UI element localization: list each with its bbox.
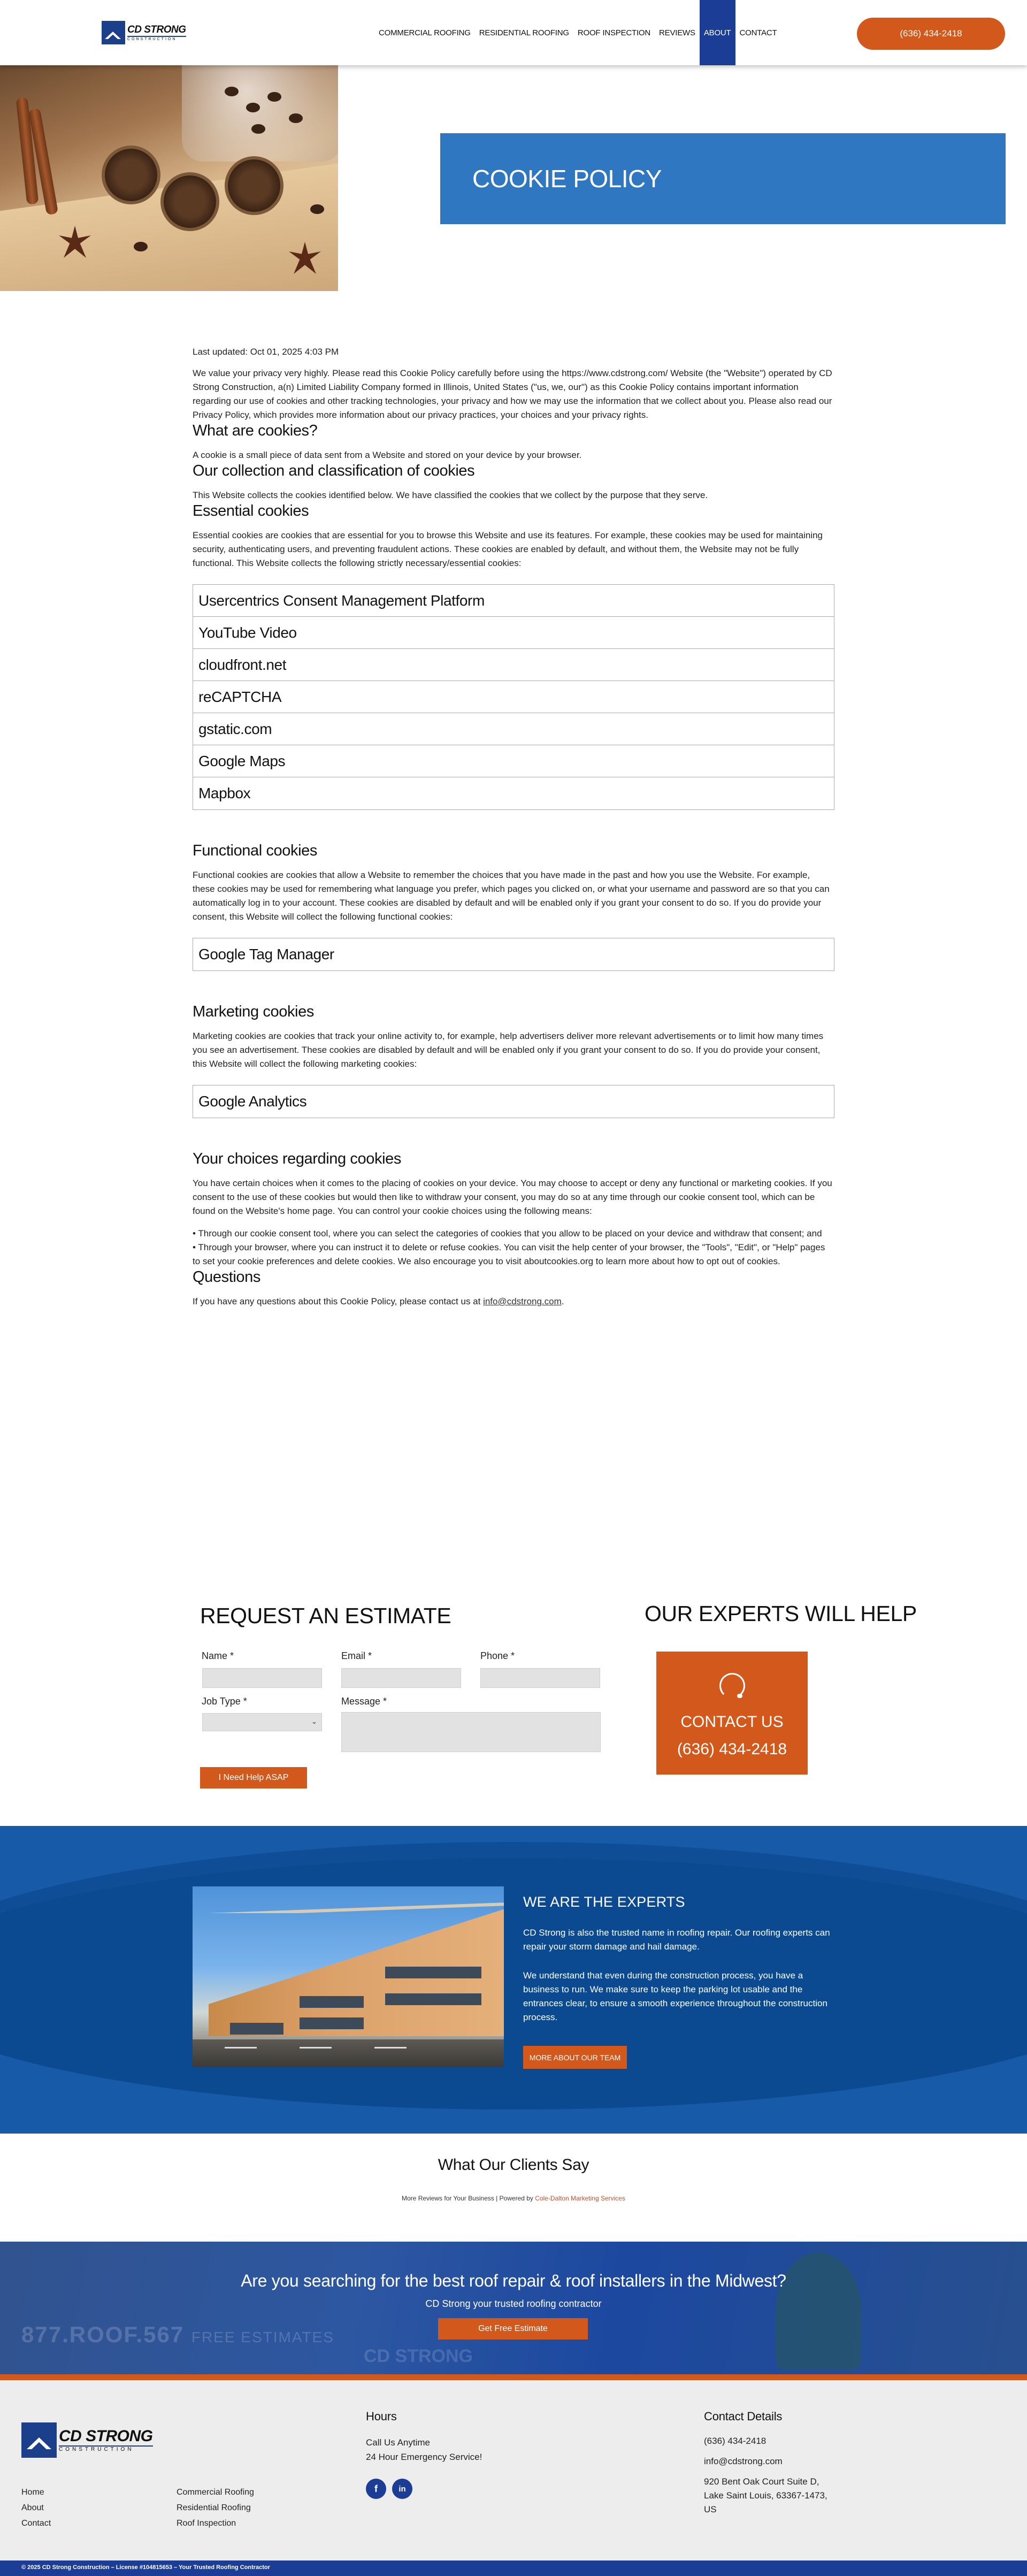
heading-questions: Questions — [193, 1268, 260, 1286]
hero-image — [0, 65, 338, 291]
footer-address-line1: 920 Bent Oak Court Suite D, — [704, 2476, 819, 2487]
powered-by-link[interactable]: Cole-Dalton Marketing Services — [535, 2195, 625, 2202]
phone-input[interactable] — [480, 1668, 600, 1688]
nav-roof-inspection[interactable]: ROOF INSPECTION — [577, 28, 651, 37]
building-photo — [193, 1886, 504, 2067]
cookie-row[interactable]: Mapbox — [198, 785, 251, 801]
essential-cookies-text: Essential cookies are cookies that are essential for you to browse this Website and use its features. For example, these cookies may be used for maintaining security, authenticating users, and preventing fraudulent actions. These cookies are enabled by default, and without them, the Website may not be fully functional. This Website collects the following strictly necessary/essential cookies: — [193, 530, 823, 568]
cookie-row[interactable]: Google Tag Manager — [198, 946, 334, 962]
experts-section — [0, 1826, 1027, 2134]
email-input[interactable] — [341, 1668, 461, 1688]
message-textarea[interactable] — [341, 1712, 601, 1752]
main-nav — [374, 0, 781, 65]
cookie-row[interactable]: cloudfront.net — [193, 649, 834, 681]
headset-icon — [719, 1673, 745, 1699]
site-footer — [0, 2380, 1027, 2560]
logo-line2: CONSTRUCTION — [127, 36, 186, 41]
collection-text: This Website collects the cookies identified below. We have classified the cookies that we collect by the purpose that they serve. — [193, 490, 708, 500]
name-label: Name * — [202, 1650, 234, 1661]
facebook-icon[interactable]: f — [366, 2479, 386, 2499]
heading-functional-cookies: Functional cookies — [193, 842, 317, 859]
hours-line1: Call Us Anytime — [366, 2437, 430, 2448]
questions-text: If you have any questions about this Cookie Policy, please contact us at info@cdstrong.com. — [193, 1296, 564, 1306]
hours-title: Hours — [366, 2410, 397, 2423]
copyright-text: © 2025 CD Strong Construction – License #104815653 – Your Trusted Roofing Contractor — [21, 2564, 270, 2571]
contact-email-link[interactable]: info@cdstrong.com — [483, 1296, 562, 1306]
footer-link-residential-roofing[interactable]: Residential Roofing — [177, 2503, 251, 2512]
nav-reviews[interactable]: REVIEWS — [659, 28, 695, 37]
footer-address-line3: US — [704, 2504, 717, 2514]
page-title-box — [440, 133, 1006, 224]
cta-subtitle: CD Strong your trusted roofing contractor — [425, 2298, 602, 2309]
logo-mark-icon — [21, 2422, 57, 2458]
experts-title: OUR EXPERTS WILL HELP — [645, 1601, 917, 1626]
we-are-experts-title: WE ARE THE EXPERTS — [523, 1894, 685, 1910]
cookie-row[interactable]: Usercentrics Consent Management Platform — [193, 585, 834, 617]
heading-your-choices: Your choices regarding cookies — [193, 1150, 401, 1167]
functional-cookies-text: Functional cookies are cookies that allow a Website to remember the choices that you have made in the past and how you use the Website. For example, these cookies may be used for remembering what language you prefer, which pages you clicked on, or what your username and password are so that you can automatically log in to your account. These cookies are disabled by default and will be enabled only if you grant your consent to do so. If you do provide your consent, this Website will collect the following functional cookies: — [193, 870, 830, 922]
cta-title: Are you searching for the best roof repair & roof installers in the Midwest? — [241, 2271, 786, 2290]
list-item: • Through our cookie consent tool, where you can select the categories of cookies that you allow to be placed on your device and withdraw that consent; and — [193, 1227, 834, 1241]
we-are-experts-p1: CD Strong is also the trusted name in roofing repair. Our roofing experts can repair your storm damage and hail damage. — [523, 1928, 830, 1952]
job-type-label: Job Type * — [202, 1696, 247, 1707]
footer-link-contact[interactable]: Contact — [21, 2519, 51, 2528]
footer-link-commercial-roofing[interactable]: Commercial Roofing — [177, 2488, 254, 2497]
last-updated: Last updated: Oct 01, 2025 4:03 PM — [193, 347, 339, 357]
nav-about[interactable]: ABOUT — [700, 0, 735, 65]
email-label: Email * — [341, 1650, 372, 1661]
site-header — [0, 0, 1027, 65]
nav-commercial-roofing[interactable]: COMMERCIAL ROOFING — [379, 28, 471, 37]
footer-link-about[interactable]: About — [21, 2503, 44, 2512]
contact-details-title: Contact Details — [704, 2410, 783, 2423]
heading-marketing-cookies: Marketing cookies — [193, 1003, 314, 1020]
page-title: COOKIE POLICY — [472, 165, 662, 193]
marketing-cookies-text: Marketing cookies are cookies that track your online activity to, for example, help advertisers deliver more relevant advertisements or to limit how many times you see an advertisement. These cookies are disabled by default and will be enabled only if you grant your consent to do so. If you do provide your consent, this Website will collect the following marketing cookies: — [193, 1031, 824, 1069]
functional-cookies-table — [193, 938, 834, 971]
contact-us-label: CONTACT US — [680, 1713, 784, 1731]
submit-estimate-button[interactable]: I Need Help ASAP — [200, 1767, 307, 1788]
footer-link-home[interactable]: Home — [21, 2488, 44, 2497]
heading-collection: Our collection and classification of cookies — [193, 462, 475, 479]
nav-contact[interactable]: CONTACT — [739, 28, 777, 37]
heading-essential-cookies: Essential cookies — [193, 502, 309, 519]
contact-us-box[interactable] — [656, 1652, 808, 1775]
policy-content — [193, 345, 834, 1309]
name-input[interactable] — [202, 1668, 322, 1688]
more-about-team-button[interactable]: MORE ABOUT OUR TEAM — [523, 2046, 627, 2069]
list-item: • Through your browser, where you can instruct it to delete or refuse cookies. You can visit the help center of your browser, the "Tools", "Edit", or "Help" pages to set your cookie preferences and delete cookies. We also encourage you to visit aboutcookies.org to learn more about how to opt out of cookies. — [193, 1241, 834, 1268]
estimate-title: REQUEST AN ESTIMATE — [200, 1603, 451, 1628]
what-are-cookies-text: A cookie is a small piece of data sent from a Website and stored on your device by your browser. — [193, 450, 582, 460]
footer-phone[interactable]: (636) 434-2418 — [704, 2436, 767, 2446]
footer-address-line2: Lake Saint Louis, 63367-1473, — [704, 2490, 827, 2501]
essential-cookies-table — [193, 584, 834, 810]
logo-line1: CD STRONG — [127, 24, 186, 35]
footer-link-roof-inspection[interactable]: Roof Inspection — [177, 2519, 236, 2528]
choices-list — [193, 1227, 834, 1268]
marketing-cookies-table — [193, 1085, 834, 1118]
cookie-row[interactable]: Google Maps — [193, 745, 834, 777]
divider — [0, 2374, 1027, 2380]
policy-intro: We value your privacy very highly. Please read this Cookie Policy carefully before using the https://www.cdstrong.com/ Website (the "Website") operated by CD Strong Construction, a(n) Limited Liability Company formed in Illinois, United States ("us, we, our") as this Cookie Policy contains important information regarding our use of cookies and other tracking technologies, your privacy and how we may use the information that we collect about you. Please also read our Privacy Policy, which provides more information about our privacy practices, your choices and your privacy rights. — [193, 368, 832, 420]
heading-what-are-cookies: What are cookies? — [193, 422, 318, 439]
nav-residential-roofing[interactable]: RESIDENTIAL ROOFING — [479, 28, 569, 37]
copyright-bar — [0, 2560, 1027, 2576]
phone-label: Phone * — [480, 1650, 515, 1661]
get-free-estimate-button[interactable]: Get Free Estimate — [438, 2318, 588, 2340]
cookie-row[interactable]: gstatic.com — [193, 713, 834, 745]
logo-mark-icon — [102, 21, 125, 44]
hours-line2: 24 Hour Emergency Service! — [366, 2452, 482, 2462]
linkedin-icon[interactable]: in — [392, 2479, 412, 2499]
we-are-experts-p2: We understand that even during the construction process, you have a business to run. We make sure to keep the parking lot usable and the entrances clear, to ensure a smooth experience throughout the construction process. — [523, 1970, 827, 2022]
contact-us-phone: (636) 434-2418 — [677, 1740, 787, 1758]
cookie-row[interactable]: reCAPTCHA — [193, 681, 834, 713]
cta-banner: 877.ROOF.567 FREE ESTIMATES CD STRONG — [0, 2242, 1027, 2374]
cookie-row[interactable]: YouTube Video — [193, 617, 834, 649]
clients-title: What Our Clients Say — [438, 2156, 589, 2174]
chevron-down-icon: ⌄ — [311, 1717, 317, 1725]
footer-email[interactable]: info@cdstrong.com — [704, 2456, 783, 2466]
cookie-row[interactable]: Google Analytics — [198, 1093, 307, 1110]
footer-logo[interactable]: CD STRONG CONSTRUCTION — [21, 2421, 155, 2459]
message-label: Message * — [341, 1696, 387, 1707]
job-type-select[interactable] — [202, 1713, 322, 1731]
header-phone-button[interactable]: (636) 434-2418 — [857, 18, 1005, 50]
choices-text: You have certain choices when it comes to the placing of cookies on your device. You may choose to accept or deny any functional or marketing cookies. If you consent to the use of these cookies but would then like to withdraw your consent, you may do so at any time through our cookie consent tool, which can be found on the Website's home page. You can control your cookie choices using the following means: — [193, 1178, 832, 1216]
reviews-powered-by: More Reviews for Your Business | Powered by Cole-Dalton Marketing Services — [402, 2195, 625, 2202]
site-logo[interactable] — [102, 19, 187, 46]
